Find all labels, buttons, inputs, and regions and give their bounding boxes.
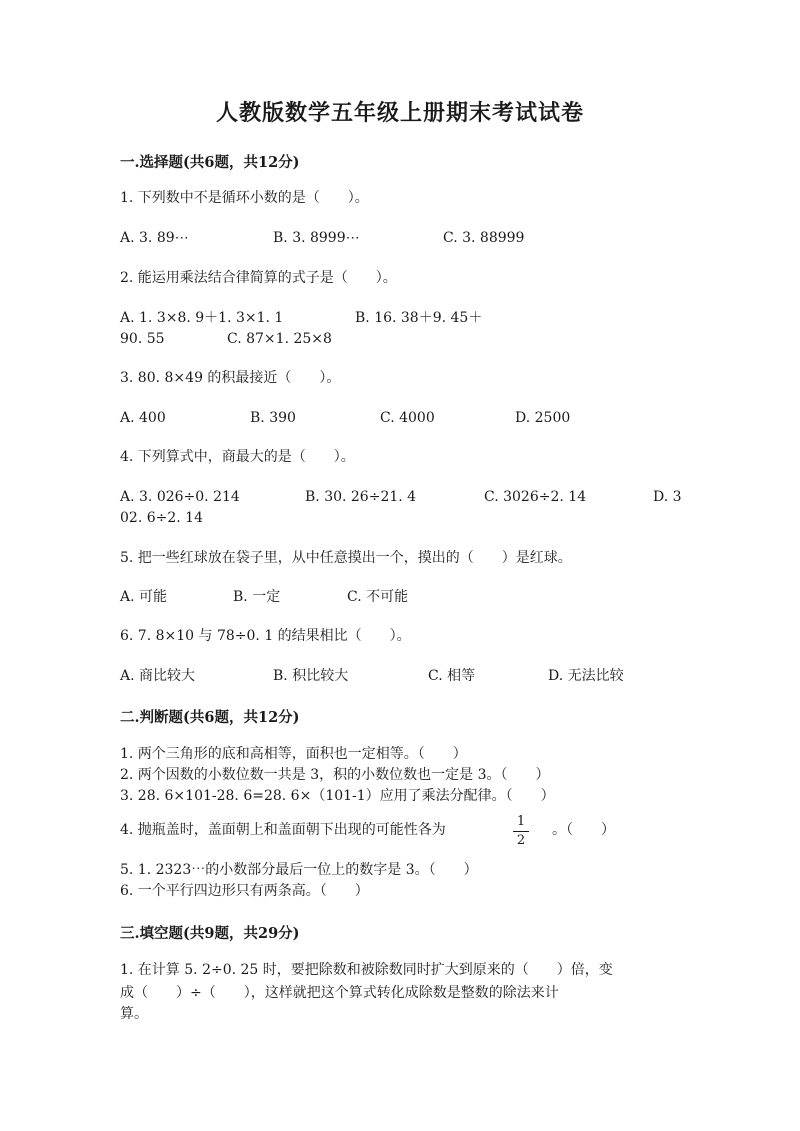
fraction-bar — [513, 831, 529, 832]
question-4-stem: 4. 下列算式中，商最大的是（ ）。 — [120, 449, 355, 465]
fill-item-1-line-2: 成（ ）÷（ ），这样就把这个算式转化成除数是整数的除法来计 — [120, 985, 559, 1001]
page-title: 人教版数学五年级上册期末考试试卷 — [215, 100, 584, 126]
question-4-option-a: A. 3. 026÷0. 214 — [120, 489, 240, 505]
question-3-option-b: B. 390 — [250, 410, 296, 426]
question-2-option-a: A. 1. 3×8. 9＋1. 3×1. 1 — [120, 310, 284, 326]
question-5-stem: 5. 把一些红球放在袋子里，从中任意摸出一个，摸出的（ ）是红球。 — [120, 550, 572, 566]
question-5-option-c: C. 不可能 — [347, 589, 409, 605]
question-4-option-d-continued: 02. 6÷2. 14 — [120, 510, 203, 526]
question-1-option-b: B. 3. 8999⋯ — [273, 230, 360, 246]
question-2-option-b: B. 16. 38＋9. 45＋ — [355, 310, 483, 326]
question-3-option-d: D. 2500 — [515, 410, 571, 426]
question-5-option-a: A. 可能 — [120, 589, 168, 605]
question-4-option-c: C. 3026÷2. 14 — [484, 489, 587, 505]
judge-item-3: 3. 28. 6×101-28. 6=28. 6×（101-1）应用了乘法分配律。（ ） — [120, 788, 555, 804]
question-2-option-b-continued: 90. 55 — [120, 331, 165, 347]
section-heading-judge: 二.判断题(共6题，共12分) — [120, 709, 300, 726]
fraction-denominator: 2 — [516, 833, 526, 848]
judge-item-4-tail: 。（ ） — [552, 822, 615, 838]
fraction-one-half — [510, 814, 532, 849]
fill-item-1-line-3: 算。 — [120, 1006, 148, 1022]
fill-item-1-line-1: 1. 在计算 5. 2÷0. 25 时，要把除数和被除数同时扩大到原来的（ ）倍，变 — [120, 962, 613, 978]
question-6-option-a: A. 商比较大 — [120, 668, 196, 684]
question-6-option-b: B. 积比较大 — [273, 668, 349, 684]
question-6-stem: 6. 7. 8×10 与 78÷0. 1 的结果相比（ ）。 — [120, 628, 411, 644]
question-1-option-a: A. 3. 89⋯ — [120, 230, 189, 246]
question-6-option-d: D. 无法比较 — [548, 668, 624, 684]
question-1-option-c: C. 3. 88999 — [443, 230, 525, 246]
question-3-stem: 3. 80. 8×49 的积最接近（ ）。 — [120, 370, 341, 386]
question-3-option-a: A. 400 — [120, 410, 166, 426]
question-2-stem: 2. 能运用乘法结合律简算的式子是（ ）。 — [120, 270, 397, 286]
question-4-option-b: B. 30. 26÷21. 4 — [305, 489, 417, 505]
question-5-option-b: B. 一定 — [233, 589, 281, 605]
judge-item-5: 5. 1. 2323⋯的小数部分最后一位上的数字是 3。（ ） — [120, 862, 478, 878]
judge-item-4: 4. 抛瓶盖时，盖面朝上和盖面朝下出现的可能性各为 — [120, 822, 446, 838]
question-3-option-c: C. 4000 — [380, 410, 435, 426]
judge-item-6: 6. 一个平行四边形只有两条高。（ ） — [120, 883, 369, 899]
question-2-option-c: C. 87×1. 25×8 — [227, 331, 332, 347]
judge-item-2: 2. 两个因数的小数位数一共是 3，积的小数位数也一定是 3。（ ） — [120, 767, 550, 783]
judge-item-1: 1. 两个三角形的底和高相等，面积也一定相等。（ ） — [120, 746, 467, 762]
question-1-stem: 1. 下列数中不是循环小数的是（ ）。 — [120, 190, 369, 206]
fraction-numerator: 1 — [516, 814, 526, 829]
question-4-option-d: D. 3 — [653, 489, 682, 505]
section-heading-choice: 一.选择题(共6题，共12分) — [120, 154, 300, 171]
section-heading-fill: 三.填空题(共9题，共29分) — [120, 925, 300, 942]
question-6-option-c: C. 相等 — [428, 668, 476, 684]
